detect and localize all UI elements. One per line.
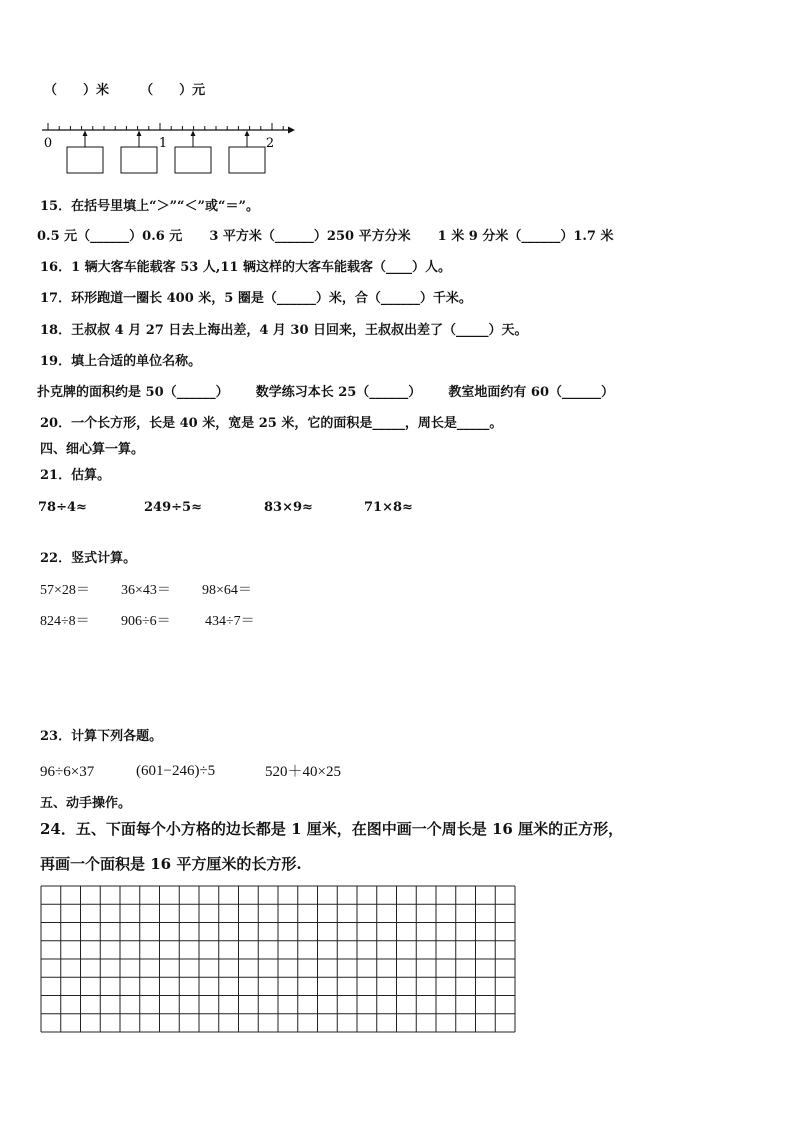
q22-title: 22．竖式计算。 [40, 551, 137, 566]
blank-yuan[interactable]: （ ）元 [140, 83, 206, 98]
q21-item-3[interactable]: 83×9≈ [264, 500, 313, 515]
q23-title: 23．计算下列各题。 [40, 729, 163, 744]
number-line-label-2: 2 [265, 136, 275, 151]
number-line-arrowhead [288, 127, 295, 134]
number-line-label-0: 0 [43, 136, 53, 151]
section-4-heading: 四、细心算一算。 [40, 442, 145, 457]
square-grid[interactable] [40, 885, 516, 1033]
q23-item-1[interactable]: 96÷6×37 [40, 764, 95, 780]
q22-item-3[interactable]: 98×64＝ [202, 583, 252, 598]
q21-item-4[interactable]: 71×8≈ [364, 500, 413, 515]
q24-line-2: 再画一个面积是 16 平方厘米的长方形. [40, 855, 302, 873]
q22-item-6[interactable]: 434÷7＝ [205, 614, 255, 629]
q21-title: 21．估算。 [40, 468, 111, 483]
answer-box-rect-2[interactable] [121, 147, 157, 173]
arrowhead-4 [245, 131, 250, 137]
answer-blanks-row [44, 83, 205, 99]
q22-item-4[interactable]: 824÷8＝ [40, 614, 90, 629]
q16[interactable]: 16．1 辆大客车能载客 53 人,11 辆这样的大客车能载客（____）人。 [40, 260, 451, 275]
number-line-figure [38, 118, 300, 180]
q19-item-2[interactable]: 数学练习本长 25（______） [255, 385, 422, 400]
q15-item-2[interactable]: 3 平方米（______）250 平方分米 [209, 229, 411, 244]
blank-meters[interactable]: （ ）米 [44, 83, 110, 98]
number-line-ticks [48, 123, 283, 130]
answer-box-4[interactable] [229, 131, 265, 174]
q22-item-5[interactable]: 906÷6＝ [121, 614, 171, 629]
answer-box-rect-1[interactable] [67, 147, 103, 173]
q15-item-3[interactable]: 1 米 9 分米（______）1.7 米 [437, 229, 614, 244]
answer-box-1[interactable] [67, 131, 103, 174]
q24-line-1: 24．五、下面每个小方格的边长都是 1 厘米，在图中画一个周长是 16 厘米的正方形， [40, 820, 624, 838]
q18[interactable]: 18．王叔叔 4 月 27 日去上海出差，4 月 30 日回来，王叔叔出差了（_____）天。 [40, 323, 528, 338]
q19-items [37, 385, 614, 401]
q20[interactable]: 20．一个长方形，长是 40 米，宽是 25 米，它的面积是_____，周长是_____。 [40, 416, 503, 431]
arrowhead-1 [83, 131, 88, 137]
answer-box-2[interactable] [121, 131, 157, 174]
answer-box-rect-3[interactable] [175, 147, 211, 173]
q19-item-3[interactable]: 教室地面约有 60（______） [448, 385, 614, 400]
q22-item-1[interactable]: 57×28＝ [40, 583, 90, 598]
number-line-label-1: 1 [158, 136, 168, 151]
q15-title: 15．在括号里填上“＞”“＜”或“＝”。 [40, 199, 259, 214]
arrowhead-2 [137, 131, 142, 137]
q23-item-3[interactable]: 520＋40×25 [265, 764, 341, 780]
q19-item-1[interactable]: 扑克牌的面积约是 50（______） [37, 385, 229, 400]
q22-item-2[interactable]: 36×43＝ [121, 583, 171, 598]
arrowhead-3 [191, 131, 196, 137]
answer-box-3[interactable] [175, 131, 211, 174]
q21-item-1[interactable]: 78÷4≈ [38, 500, 87, 515]
q19-title: 19．填上合适的单位名称。 [40, 354, 202, 369]
q15-item-1[interactable]: 0.5 元（______）0.6 元 [37, 229, 183, 244]
answer-box-rect-4[interactable] [229, 147, 265, 173]
q21-item-2[interactable]: 249÷5≈ [144, 500, 202, 515]
section-5-heading: 五、动手操作。 [40, 796, 132, 811]
q23-item-2[interactable]: (601−246)÷5 [136, 763, 216, 779]
q17[interactable]: 17．环形跑道一圈长 400 米，5 圈是（______）米，合（______）千米。 [40, 291, 472, 306]
q15-items [37, 229, 613, 245]
